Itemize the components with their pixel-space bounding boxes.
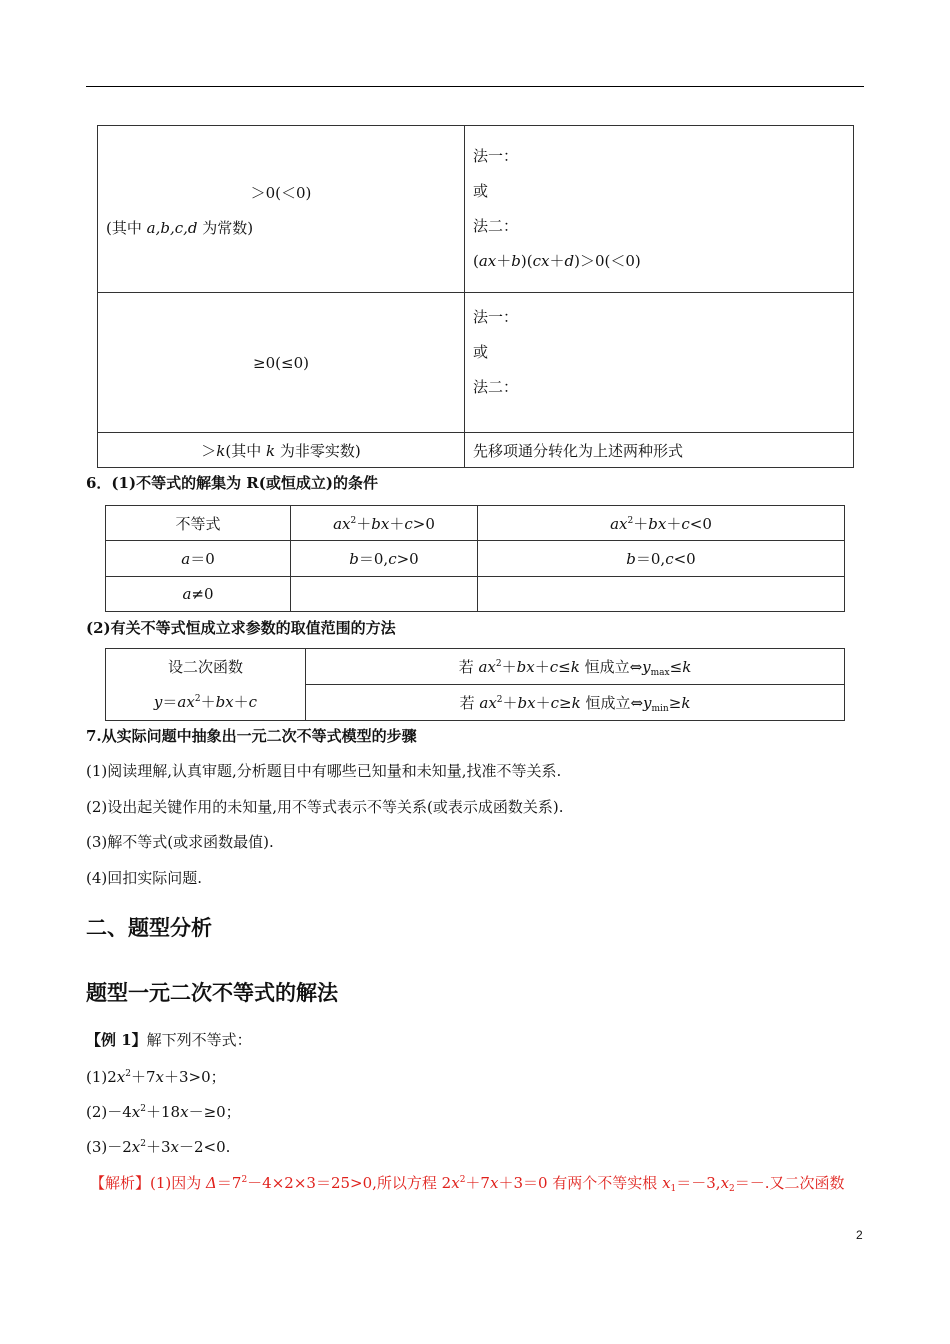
or-label: 或: [473, 343, 489, 361]
min-condition: 若 $ax^2+bx+c\ge k$ 恒成立$\Leftrightarrow y_{min}\ge k$: [306, 685, 845, 721]
table-row: [98, 293, 854, 433]
example-q1: $(1)2x^2+7x+3>0$；: [86, 1068, 226, 1086]
step-4: (4)回扣实际问题.: [86, 869, 203, 887]
page-number: 2: [856, 1228, 863, 1242]
fraction-inequality-table: [97, 125, 854, 468]
table-cell: [465, 126, 854, 293]
table-cell: [98, 126, 465, 293]
table-cell: [291, 577, 478, 612]
step-2: (2)设出起关键作用的未知量,用不等式表示不等关系(或表示成函数关系).: [86, 798, 564, 816]
solution-line: 【解析】(1)因为 $\Delta=7^2-4\times 2\times 3=25>0$,所以方程 $2x^2+7x+3=0$ 有两个不等实根 $x_1=-3,x_2=-$.又二次函数: [90, 1174, 845, 1194]
section-6-heading: 6．(1)不等式的解集为 R(或恒成立)的条件: [86, 474, 378, 492]
step-3: (3)解不等式(或求函数最值).: [86, 833, 274, 851]
table-row: [106, 577, 845, 612]
fraction-gt-k-label: ＞k(其中 k 为非零实数): [98, 433, 465, 468]
table-cell: [465, 293, 854, 433]
table-row: [106, 541, 845, 577]
table-row: [98, 126, 854, 293]
or-label: 或: [473, 182, 489, 200]
type-1-title: 题型一元二次不等式的解法: [86, 980, 338, 1005]
table-cell: a≠0: [106, 577, 291, 612]
section-7-heading: 7.从实际问题中抽象出一元二次不等式模型的步骤: [86, 727, 417, 745]
method-two-expression: (ax＋b)(cx＋d)＞0(＜0): [473, 252, 641, 270]
max-condition: 若 $ax^2+bx+c\le k$ 恒成立$\Leftrightarrow y_{max}\le k$: [306, 649, 845, 685]
example-q2: $(2)-4x^2+18x-\ge 0$；: [86, 1103, 241, 1121]
table-cell: b＝0,c>0: [291, 541, 478, 577]
table-cell: a＝0: [106, 541, 291, 577]
method-two-label: 法二：: [473, 217, 519, 235]
constants-note: (其中 a,b,c,d 为常数): [106, 219, 254, 237]
method-one-label: 法一：: [473, 147, 519, 165]
table-cell: [478, 577, 845, 612]
quadratic-label: 设二次函数: [167, 657, 243, 676]
fraction-ge-label: ≥0(≤0): [98, 293, 465, 433]
table-cell: [106, 649, 306, 721]
section-6-2-heading: (2)有关不等式恒成立求参数的取值范围的方法: [86, 619, 396, 637]
table-row: [98, 433, 854, 468]
table-cell: b＝0,c<0: [478, 541, 845, 577]
quadratic-function: $y=ax^2+bx+c$: [153, 692, 258, 711]
table-header: $ax^2+bx+c>0$: [291, 506, 478, 541]
constant-hold-table: [105, 648, 845, 721]
table-row: [106, 649, 845, 685]
part-2-title: 二、题型分析: [86, 915, 212, 940]
solution-set-r-table: [105, 505, 845, 612]
table-header: 不等式: [106, 506, 291, 541]
header-rule: [86, 86, 864, 87]
table-row: [106, 506, 845, 541]
convert-method-text: 先移项通分转化为上述两种形式: [465, 433, 854, 468]
method-one-label: 法一：: [473, 308, 519, 326]
table-header: $ax^2+bx+c<0$: [478, 506, 845, 541]
step-1: (1)阅读理解,认真审题,分析题目中有哪些已知量和未知量,找准不等关系.: [86, 762, 562, 780]
example-q3: $(3)-2x^2+3x-2<0$.: [86, 1138, 231, 1156]
method-two-label: 法二：: [473, 378, 519, 396]
fraction-gt-label: ＞0(＜0): [250, 184, 312, 202]
example-1-intro: 【例 1】解下列不等式：: [86, 1031, 252, 1049]
